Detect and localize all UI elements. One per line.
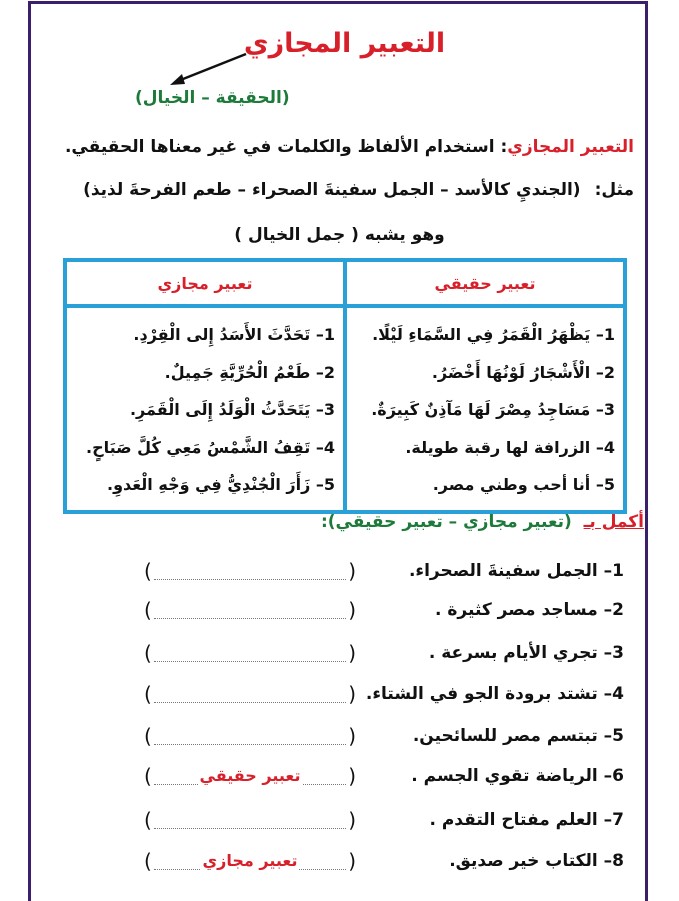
definition-term: التعبير المجازي xyxy=(507,137,634,157)
real-item: 5– أنا أحب وطني مصر. xyxy=(432,475,615,494)
exercise-item xyxy=(0,766,679,802)
answer-text xyxy=(144,766,356,785)
answer-blank[interactable] xyxy=(144,643,356,671)
real-item: 4– الزرافة لها رقبة طويلة. xyxy=(405,437,615,457)
dotted-line xyxy=(154,618,346,619)
answer-blank[interactable] xyxy=(144,851,356,879)
comparison-table xyxy=(63,258,627,514)
real-item: 2– الْأَشْجَارُ لَوْنُهَا أَخْضَرُ. xyxy=(431,362,615,382)
example xyxy=(83,180,634,200)
subtitle: (الحقيقة – الخيال) xyxy=(135,88,290,108)
example-text: (الجنديِ كالأسد – الجمل سفينةَ الصحراء – طعم الفرحةَ لذيذ) xyxy=(83,180,581,200)
close-paren: ) xyxy=(144,849,152,873)
exercise-heading xyxy=(321,512,644,532)
figurative-item: 2– طَعْمُ الْحُرِّيَّةِ جَمِيلٌ. xyxy=(164,362,335,382)
real-item: 1– يَظْهَرُ الْقَمَرُ فِي السَّمَاءِ لَيْلًا. xyxy=(372,325,615,344)
open-paren: ( xyxy=(348,598,356,622)
real-column xyxy=(345,306,625,512)
similar-note: وهو يشبه ( جمل الخيال ) xyxy=(234,225,445,245)
real-item: 3– مَسَاجِدُ مِصْرَ لَهَا مَآذِنٌ كَبِيرَةٌ. xyxy=(371,400,615,419)
open-paren: ( xyxy=(348,764,356,788)
close-paren: ) xyxy=(144,764,152,788)
arrow-icon xyxy=(168,52,248,88)
definition xyxy=(65,137,634,157)
answer-text xyxy=(144,851,356,870)
open-paren: ( xyxy=(348,682,356,706)
open-paren: ( xyxy=(348,849,356,873)
close-paren: ) xyxy=(144,682,152,706)
exercise-command: أكمل بـ xyxy=(583,512,644,532)
header-real: تعبير حقيقي xyxy=(345,260,625,306)
answer-blank[interactable] xyxy=(144,726,356,754)
exercise-item xyxy=(0,684,679,720)
exercise-item xyxy=(0,810,679,846)
exercise-sentence: 2– مساجد مصر كثيرة . xyxy=(435,600,624,620)
answer-value: تعبير مجازي xyxy=(202,851,298,870)
open-paren: ( xyxy=(348,641,356,665)
example-label: مثل: xyxy=(594,180,634,200)
dotted-line xyxy=(154,744,346,745)
answer-value: تعبير حقيقي xyxy=(199,766,301,785)
figurative-item: 4– تَقِفُ الشَّمْسُ مَعِي كُلَّ صَبَاحٍ. xyxy=(85,437,335,457)
answer-blank[interactable] xyxy=(144,561,356,589)
exercise-sentence: 3– تجري الأيام بسرعة . xyxy=(428,643,624,663)
header-figurative: تعبير مجازي xyxy=(65,260,345,306)
open-paren: ( xyxy=(348,724,356,748)
exercise-item xyxy=(0,561,679,597)
exercise-sentence: 8– الكتاب خير صديق. xyxy=(449,851,624,871)
exercise-sentence: 7– العلم مفتاح التقدم . xyxy=(429,810,624,830)
figurative-item: 3– يَتَحَدَّثُ الْوَلَدُ إِلَى الْقَمَرِ. xyxy=(129,400,335,419)
close-paren: ) xyxy=(144,808,152,832)
answer-blank[interactable] xyxy=(144,766,356,794)
dotted-line xyxy=(154,661,346,662)
exercise-sentence: 4– تشتد برودة الجو في الشتاء. xyxy=(365,684,624,704)
title-text: التعبير المجازي xyxy=(243,28,446,59)
dotted-line xyxy=(154,579,346,580)
exercise-item xyxy=(0,643,679,679)
open-paren: ( xyxy=(348,808,356,832)
close-paren: ) xyxy=(144,641,152,665)
close-paren: ) xyxy=(144,559,152,583)
figurative-column xyxy=(65,306,345,512)
close-paren: ) xyxy=(144,724,152,748)
exercise-item xyxy=(0,851,679,887)
answer-blank[interactable] xyxy=(144,684,356,712)
page-title xyxy=(0,28,679,59)
figurative-item: 1– تَحَدَّثَ الأَسَدُ إِلى الْقِرْدِ. xyxy=(133,325,335,344)
dotted-line xyxy=(154,702,346,703)
answer-blank[interactable] xyxy=(144,600,356,628)
figurative-item: 5– زَأَرَ الْجُنْدِيُّ فِي وَجْهِ الْعَدوِ. xyxy=(107,475,335,494)
answer-blank[interactable] xyxy=(144,810,356,838)
definition-text: : استخدام الألفاظ والكلمات في غير معناها الحقيقي. xyxy=(64,137,508,157)
dotted-line xyxy=(154,828,346,829)
exercise-sentence: 1– الجمل سفينةَ الصحراء. xyxy=(408,561,624,581)
open-paren: ( xyxy=(348,559,356,583)
close-paren: ) xyxy=(144,598,152,622)
exercise-options: (تعبير مجازي – تعبير حقيقي): xyxy=(320,512,572,532)
exercise-item xyxy=(0,600,679,636)
exercise-sentence: 6– الرياضة تقوي الجسم . xyxy=(411,766,624,786)
exercise-item xyxy=(0,726,679,762)
exercise-sentence: 5– تبتسم مصر للسائحين. xyxy=(412,726,624,746)
